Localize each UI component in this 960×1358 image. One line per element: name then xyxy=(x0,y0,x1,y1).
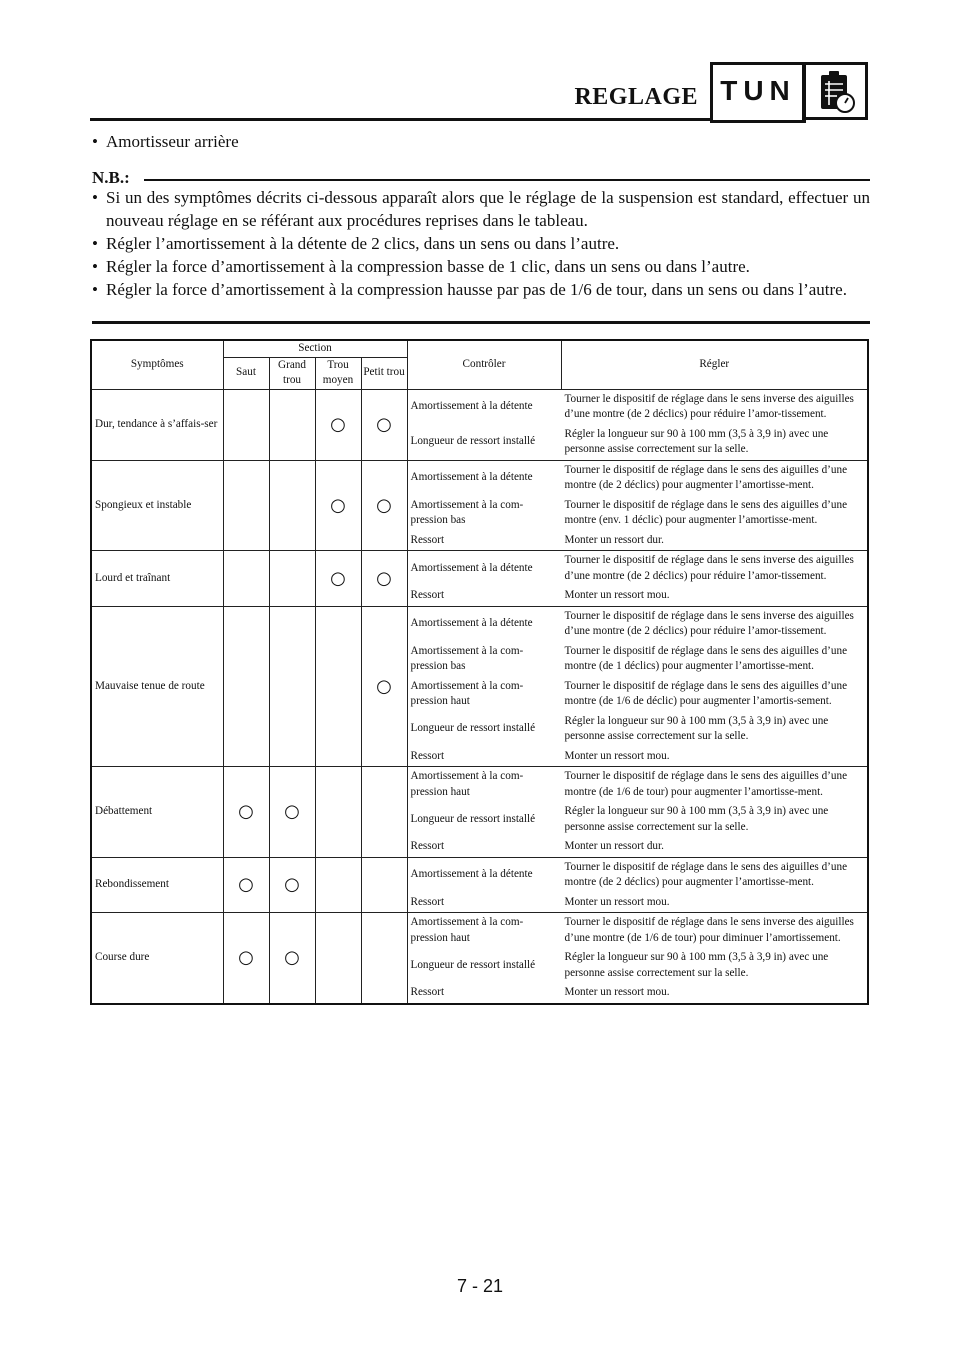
actions-cell xyxy=(407,913,868,1004)
col-adjust: Régler xyxy=(561,340,868,389)
action-row xyxy=(408,390,868,425)
adjust-text: Tourner le dispositif de réglage dans le sens des aiguilles d’une montre (de 1/6 de tour) pour augmenter l’amortisse-ment. xyxy=(564,770,848,798)
note-item: • Si un des symptômes décrits ci-dessous apparaît alors que le réglage de la suspension est standard, effectuer un nouveau réglage en se référant aux procédures reprises dans le tableau. xyxy=(92,186,870,232)
symptom-cell: Mauvaise tenue de route xyxy=(91,606,223,767)
section-empty xyxy=(361,857,407,913)
action-row xyxy=(408,983,868,1003)
table-row xyxy=(91,551,868,607)
actions-cell xyxy=(407,460,868,551)
adjust-text: Régler la longueur sur 90 à 100 mm (3,5 à 3,9 in) avec une personne assise correctement sur la selle. xyxy=(564,427,829,455)
adjust-text: Monter un ressort dur. xyxy=(564,533,664,546)
control-text: Ressort xyxy=(410,895,445,908)
symptom-cell: Spongieux et instable xyxy=(91,460,223,551)
action-row xyxy=(408,913,868,948)
note-end-rule xyxy=(92,321,870,324)
table-row xyxy=(91,389,868,460)
section-empty xyxy=(361,767,407,858)
adjust-text: Tourner le dispositif de réglage dans le sens des aiguilles d’une montre (de 2 déclics) pour augmenter l’amortisse-ment. xyxy=(564,860,848,888)
table-body xyxy=(91,389,868,1004)
col-section: Section xyxy=(223,340,407,357)
action-row xyxy=(408,747,868,767)
section-icon-box xyxy=(802,62,868,120)
adjust-text: Monter un ressort dur. xyxy=(564,840,664,852)
control-text: Amortissement à la détente xyxy=(410,561,533,574)
action-row xyxy=(408,425,868,460)
adjust-text: Tourner le dispositif de réglage dans le sens inverse des aiguilles d’une montre (de 2 déclics) pour réduire l’amor-tissement. xyxy=(564,609,854,637)
control-text: Amortissement à la com-pression haut xyxy=(410,679,524,707)
section-empty xyxy=(361,913,407,1004)
table-row xyxy=(91,913,868,1004)
control-text: Amortissement à la détente xyxy=(410,471,533,484)
actions-list xyxy=(408,461,868,551)
symptom-table xyxy=(90,339,869,1005)
adjust-text: Tourner le dispositif de réglage dans le sens des aiguilles d’une montre (de 1/6 de déclic) pour augmenter l’amortis-sement. xyxy=(564,679,848,707)
section-mark: ○ xyxy=(315,551,361,607)
action-row xyxy=(408,551,868,586)
col-symptom: Symptômes xyxy=(91,340,223,389)
table-row xyxy=(91,767,868,858)
adjust-text: Monter un ressort mou. xyxy=(564,749,670,762)
table-row xyxy=(91,606,868,767)
section-mark: ○ xyxy=(361,551,407,607)
action-row xyxy=(408,531,868,551)
control-text: Longueur de ressort installé xyxy=(410,812,536,825)
header-rule xyxy=(90,118,710,121)
note-list xyxy=(92,186,870,301)
control-text: Longueur de ressort installé xyxy=(410,722,536,735)
control-text: Longueur de ressort installé xyxy=(410,435,536,448)
action-row xyxy=(408,677,868,712)
col-trou-moyen: Trou moyen xyxy=(315,357,361,389)
actions-cell xyxy=(407,551,868,607)
control-text: Ressort xyxy=(410,749,445,762)
section-empty xyxy=(223,551,269,607)
symptom-cell: Course dure xyxy=(91,913,223,1004)
col-saut: Saut xyxy=(223,357,269,389)
table-row xyxy=(91,460,868,551)
section-mark: ○ xyxy=(315,389,361,460)
actions-list xyxy=(408,390,868,460)
note-item: • Régler la force d’amortissement à la compression basse de 1 clic, dans un sens ou dans l’autre. xyxy=(92,255,870,278)
adjust-text: Régler la longueur sur 90 à 100 mm (3,5 à 3,9 in) avec une personne assise correctement sur la selle. xyxy=(564,714,829,742)
action-row xyxy=(408,837,868,857)
page-header xyxy=(90,62,870,122)
section-empty xyxy=(269,389,315,460)
section-empty xyxy=(223,460,269,551)
actions-cell xyxy=(407,389,868,460)
symptom-cell: Débattement xyxy=(91,767,223,858)
adjust-text: Régler la longueur sur 90 à 100 mm (3,5 à 3,9 in) avec une personne assise correctement sur la selle. xyxy=(564,951,829,979)
control-text: Amortissement à la détente xyxy=(410,617,533,630)
action-row xyxy=(408,496,868,531)
section-mark: ○ xyxy=(223,913,269,1004)
symptom-cell: Dur, tendance à s’affais-ser xyxy=(91,389,223,460)
control-text: Ressort xyxy=(410,986,445,998)
adjust-text: Tourner le dispositif de réglage dans le sens inverse des aiguilles d’une montre (de 2 déclics) pour réduire l’amor-tissement. xyxy=(564,392,854,420)
actions-cell xyxy=(407,767,868,858)
action-row xyxy=(408,948,868,983)
col-control: Contrôler xyxy=(407,340,561,389)
control-text: Amortissement à la com-pression bas xyxy=(410,644,524,672)
section-mark: ○ xyxy=(269,767,315,858)
section-empty xyxy=(315,767,361,858)
adjust-text: Tourner le dispositif de réglage dans le sens inverse des aiguilles d’une montre (de 1/6 de tour) pour diminuer l’amortissement. xyxy=(564,916,854,944)
section-mark: ○ xyxy=(315,460,361,551)
section-empty xyxy=(315,606,361,767)
control-text: Ressort xyxy=(410,589,445,601)
actions-list xyxy=(408,551,868,606)
adjust-text: Monter un ressort mou. xyxy=(564,986,670,998)
section-mark: ○ xyxy=(269,857,315,913)
note-item: • Régler la force d’amortissement à la compression hausse par pas de 1/6 de tour, dans un sens ou dans l’autre. xyxy=(92,278,870,301)
action-row xyxy=(408,712,868,747)
section-empty xyxy=(269,606,315,767)
control-text: Amortissement à la détente xyxy=(410,868,533,881)
section-bullet: • Amortisseur arrière xyxy=(92,132,960,152)
action-row xyxy=(408,586,868,606)
section-empty xyxy=(315,913,361,1004)
adjust-text: Tourner le dispositif de réglage dans le sens inverse des aiguilles d’une montre (de 2 déclics) pour réduire l’amor-tissement. xyxy=(564,554,854,582)
control-text: Amortissement à la com-pression haut xyxy=(410,770,524,798)
section-mark: ○ xyxy=(361,460,407,551)
clipboard-stopwatch-icon xyxy=(805,65,865,117)
control-text: Ressort xyxy=(410,840,445,852)
page-number: 7 - 21 xyxy=(456,1276,504,1296)
adjust-text: Tourner le dispositif de réglage dans le sens des aiguilles d’une montre (env. 1 déclic) pour augmenter l’amortisse-ment. xyxy=(564,498,848,526)
page-title: REGLAGE xyxy=(574,84,698,110)
section-empty xyxy=(315,857,361,913)
actions-list xyxy=(408,858,868,913)
symptom-cell: Lourd et traînant xyxy=(91,551,223,607)
actions-list xyxy=(408,913,868,1003)
note-label: N.B.: xyxy=(92,168,130,187)
adjust-text: Monter un ressort mou. xyxy=(564,589,670,601)
section-empty xyxy=(269,460,315,551)
symptom-cell: Rebondissement xyxy=(91,857,223,913)
action-row xyxy=(408,802,868,837)
control-text: Ressort xyxy=(410,533,445,546)
section-mark: ○ xyxy=(223,857,269,913)
actions-cell xyxy=(407,857,868,913)
section-mark: ○ xyxy=(361,389,407,460)
col-grand-trou: Grand trou xyxy=(269,357,315,389)
adjust-text: Tourner le dispositif de réglage dans le sens des aiguilles d’une montre (de 2 déclics) pour augmenter l’amortisse-ment. xyxy=(564,463,848,491)
section-empty xyxy=(223,606,269,767)
section-mark: ○ xyxy=(269,913,315,1004)
section-badge: TUN xyxy=(710,62,806,120)
section-mark: ○ xyxy=(223,767,269,858)
action-row xyxy=(408,642,868,677)
adjust-text: Tourner le dispositif de réglage dans le sens des aiguilles d’une montre (de 1 déclics) pour augmenter l’amortisse-ment. xyxy=(564,644,848,672)
control-text: Amortissement à la détente xyxy=(410,400,533,413)
col-petit-trou: Petit trou xyxy=(361,357,407,389)
adjust-text: Régler la longueur sur 90 à 100 mm (3,5 à 3,9 in) avec une personne assise correctement sur la selle. xyxy=(564,805,829,833)
actions-cell xyxy=(407,606,868,767)
note-item: • Régler l’amortissement à la détente de 2 clics, dans un sens ou dans l’autre. xyxy=(92,232,870,255)
action-row xyxy=(408,893,868,913)
actions-list xyxy=(408,767,868,857)
section-empty xyxy=(223,389,269,460)
control-text: Amortissement à la com-pression bas xyxy=(410,498,524,526)
section-mark: ○ xyxy=(361,606,407,767)
control-text: Longueur de ressort installé xyxy=(410,958,536,971)
action-row xyxy=(408,461,868,496)
action-row xyxy=(408,767,868,802)
adjust-text: Monter un ressort mou. xyxy=(564,895,670,908)
control-text: Amortissement à la com-pression haut xyxy=(410,916,524,944)
actions-list xyxy=(408,607,868,767)
action-row xyxy=(408,858,868,893)
action-row xyxy=(408,607,868,642)
section-empty xyxy=(269,551,315,607)
note-rule xyxy=(144,179,870,181)
table-row xyxy=(91,857,868,913)
